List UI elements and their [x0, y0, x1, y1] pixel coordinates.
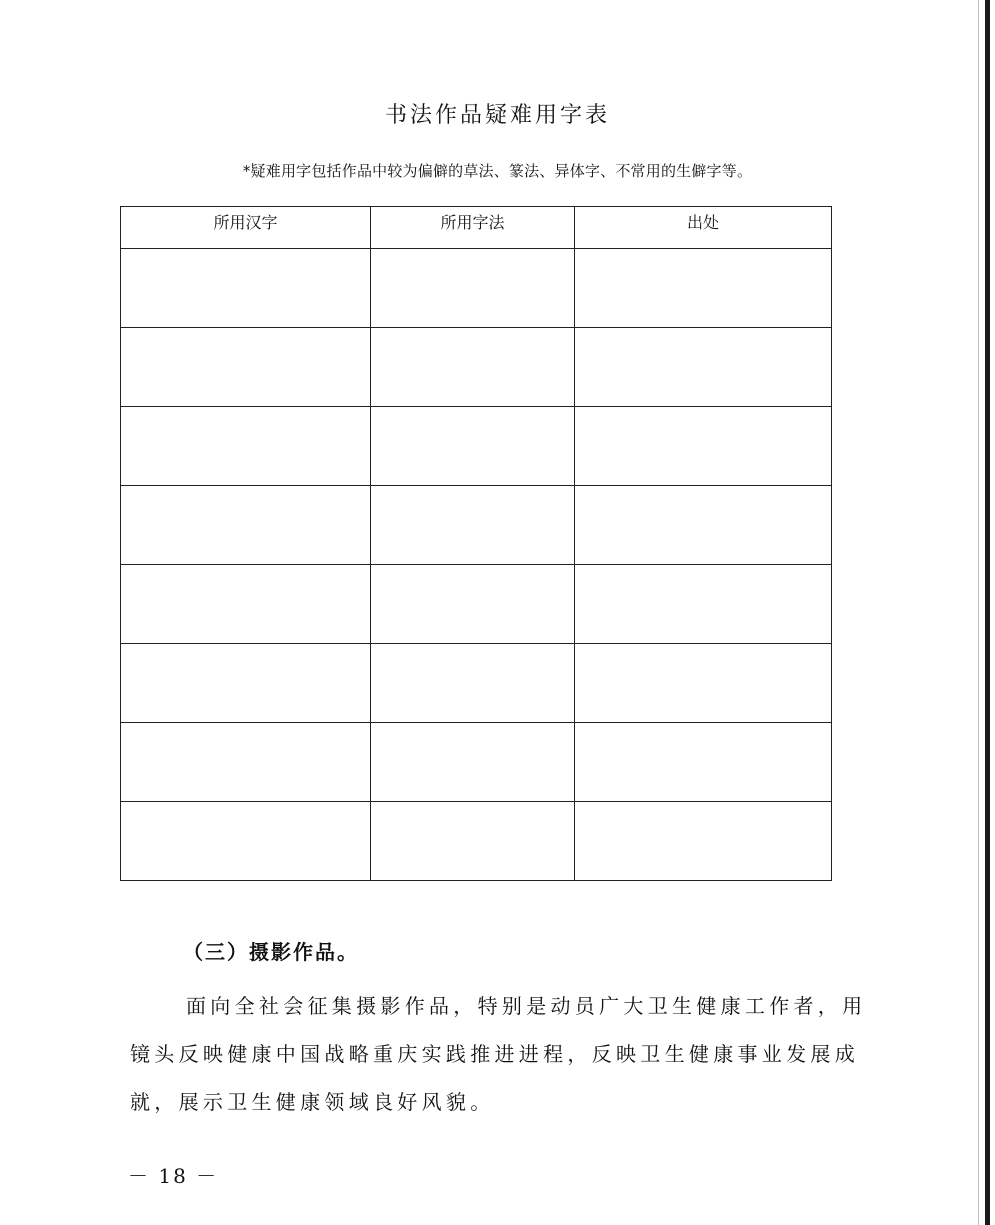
table-cell: [575, 407, 832, 486]
table-cell: [121, 802, 371, 881]
page-edge-line: [978, 0, 979, 1225]
table-cell: [371, 644, 575, 723]
table-row: [121, 328, 832, 407]
table-cell: [121, 644, 371, 723]
table-cell: [575, 644, 832, 723]
table-cell: [371, 328, 575, 407]
page-number: － 18 －: [128, 1164, 219, 1188]
header-character-style: 所用字法: [371, 207, 575, 249]
header-chinese-character: 所用汉字: [121, 207, 371, 249]
table-cell: [575, 249, 832, 328]
table-cell: [371, 723, 575, 802]
table-cell: [371, 407, 575, 486]
table-cell: [371, 565, 575, 644]
table-cell: [121, 407, 371, 486]
table-cell: [121, 723, 371, 802]
table-row: [121, 565, 832, 644]
table-cell: [371, 249, 575, 328]
table-row: [121, 486, 832, 565]
section-paragraph: 面向全社会征集摄影作品，特别是动员广大卫生健康工作者，用镜头反映健康中国战略重庆实践推进进程，反映卫生健康事业发展成就，展示卫生健康领域良好风貌。: [130, 994, 867, 1114]
table-row: [121, 723, 832, 802]
table-header-row: [121, 207, 832, 249]
table-cell: [121, 486, 371, 565]
table-cell: [575, 802, 832, 881]
table-cell: [575, 723, 832, 802]
table-row: [121, 249, 832, 328]
section-heading: （三）摄影作品。: [183, 940, 359, 964]
difficult-characters-table: [120, 206, 832, 881]
table-note: *疑难用字包括作品中较为偏僻的草法、篆法、异体字、不常用的生僻字等。: [242, 162, 753, 180]
table-cell: [575, 486, 832, 565]
table-cell: [371, 486, 575, 565]
table-row: [121, 644, 832, 723]
table-row: [121, 407, 832, 486]
page-edge-border: [985, 0, 990, 1225]
table-title: 书法作品疑难用字表: [384, 103, 610, 128]
table-cell: [121, 328, 371, 407]
table-row: [121, 802, 832, 881]
header-source: 出处: [575, 207, 832, 249]
table-cell: [371, 802, 575, 881]
table-cell: [575, 565, 832, 644]
table-cell: [121, 565, 371, 644]
table-cell: [121, 249, 371, 328]
table-cell: [575, 328, 832, 407]
